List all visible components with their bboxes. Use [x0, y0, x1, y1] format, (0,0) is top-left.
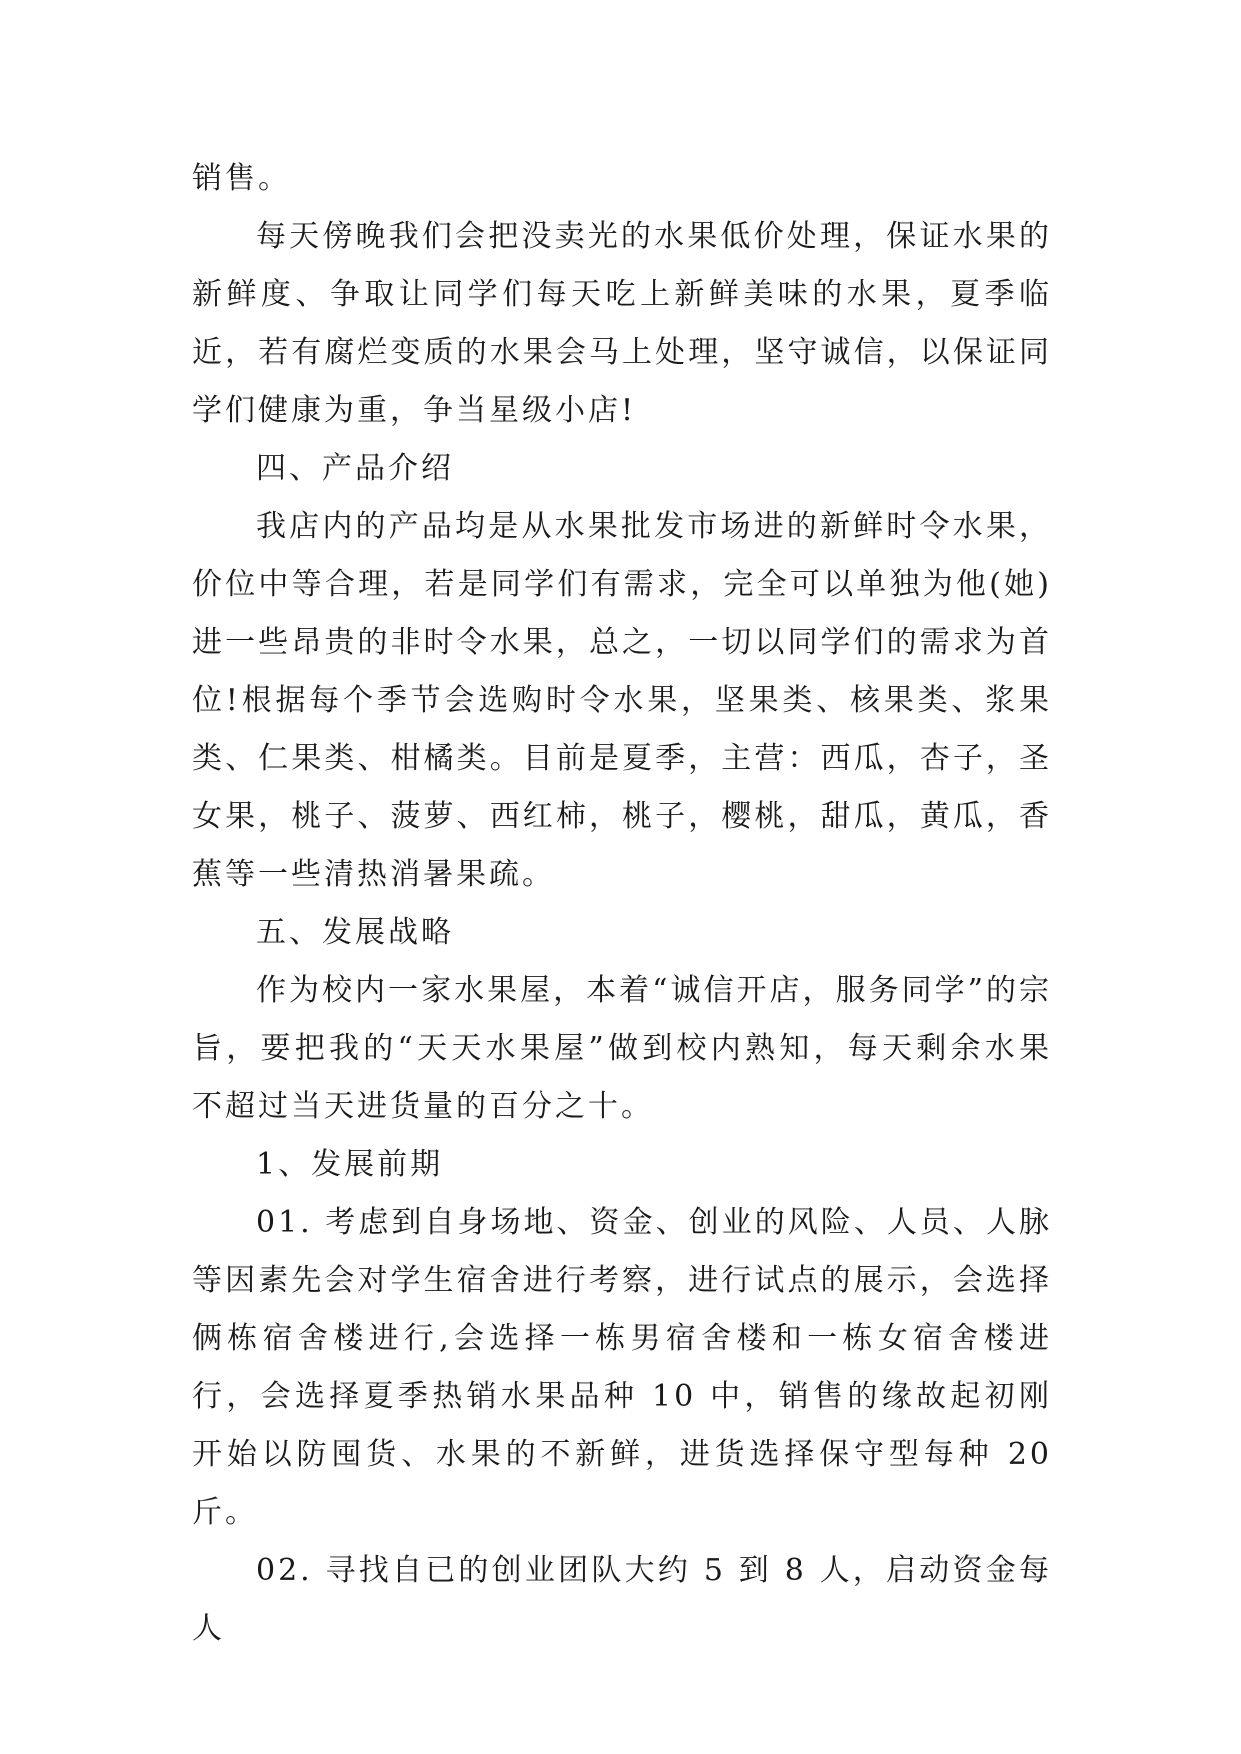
subsection-heading-early-stage: 1、发展前期: [256, 1147, 444, 1182]
paragraph-evening-processing: 每天傍晚我们会把没卖光的水果低价处理，保证水果的新鲜度、争取让同学们每天吃上新鲜美味的水果，夏季临近，若有腐烂变质的水果会马上处理，坚守诚信，以保证同学们健康为重，争当星级小店!: [192, 219, 1052, 428]
section-heading-strategy: 五、发展战略: [256, 915, 454, 950]
paragraph-item-02: 02. 寻找自已的创业团队大约 5 到 8 人，启动资金每人: [192, 1553, 1052, 1646]
document-body: [192, 150, 1052, 1658]
paragraph-continuation: 销售。: [192, 161, 291, 196]
paragraph-strategy: 作为校内一家水果屋，本着“诚信开店，服务同学”的宗旨，要把我的“天天水果屋”做到校内熟知，每天剩余水果不超过当天进货量的百分之十。: [192, 973, 1052, 1124]
paragraph-item-01: 01. 考虑到自身场地、资金、创业的风险、人员、人脉等因素先会对学生宿舍进行考察，进行试点的展示，会选择俩栋宿舍楼进行,会选择一栋男宿舍楼和一栋女宿舍楼进行，会选择夏季热销水果品种 10 中，销售的缘故起初刚开始以防囤货、水果的不新鲜，进货选择保守型每种 20 斤。: [192, 1205, 1052, 1530]
section-heading-product-intro: 四、产品介绍: [256, 451, 454, 486]
paragraph-product-intro: 我店内的产品均是从水果批发市场进的新鲜时令水果，价位中等合理，若是同学们有需求，完全可以单独为他(她)进一些昂贵的非时令水果，总之，一切以同学们的需求为首位!根据每个季节会选购时令水果，坚果类、核果类、浆果类、仁果类、柑橘类。目前是夏季，主营：西瓜，杏子，圣女果，桃子、菠萝、西红柿，桃子，樱桃，甜瓜，黄瓜，香蕉等一些清热消暑果疏。: [192, 509, 1052, 892]
